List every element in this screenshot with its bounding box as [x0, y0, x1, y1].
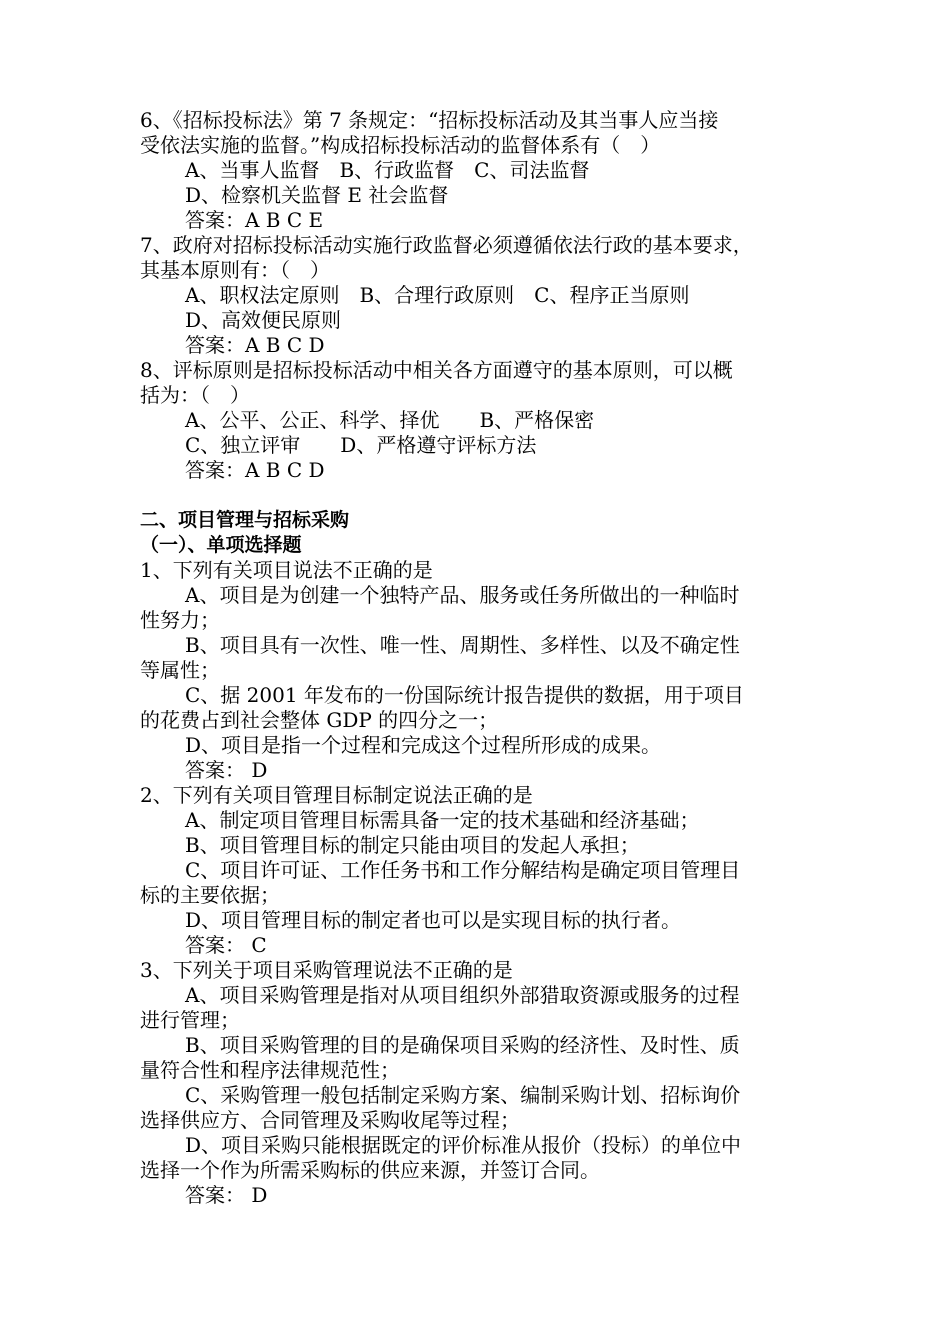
- question-3-option-d-line-2: 选择一个作为所需采购标的供应来源，并签订合同。: [140, 1158, 600, 1182]
- question-2-option-a: A、制定项目管理目标需具备一定的技术基础和经济基础；: [185, 808, 700, 832]
- question-3-option-a-line-1: A、项目采购管理是指对从项目组织外部猎取资源或服务的过程: [185, 983, 740, 1007]
- question-8-options-line-1: A、公平、公正、科学、择优 B、严格保密: [185, 408, 595, 432]
- question-2-answer: 答案： C: [185, 933, 267, 957]
- question-2-option-c-line-1: C、项目许可证、工作任务书和工作分解结构是确定项目管理目: [185, 858, 741, 882]
- question-1-option-d: D、项目是指一个过程和完成这个过程所形成的成果。: [185, 733, 662, 757]
- question-7-options-line-1: A、职权法定原则 B、合理行政原则 C、程序正当原则: [185, 283, 690, 307]
- question-7-options-line-2: D、高效便民原则: [185, 308, 342, 332]
- question-2-option-c-line-2: 标的主要依据；: [140, 883, 280, 907]
- question-2-stem: 2、下列有关项目管理目标制定说法正确的是: [140, 783, 533, 807]
- question-1-option-a-line-1: A、项目是为创建一个独特产品、服务或任务所做出的一种临时: [185, 583, 740, 607]
- question-6-options-line-2: D、检察机关监督 E 社会监督: [185, 183, 449, 207]
- question-6-stem-line-2: 受依法实施的监督。”构成招标投标活动的监督体系有（ ）: [140, 133, 661, 157]
- question-7-answer: 答案：A B C D: [185, 333, 325, 357]
- question-1-option-b-line-2: 等属性；: [140, 658, 220, 682]
- question-8-stem-line-2: 括为：（ ）: [140, 383, 250, 407]
- question-3-option-b-line-1: B、项目采购管理的目的是确保项目采购的经济性、及时性、质: [185, 1033, 740, 1057]
- question-3-option-d-line-1: D、项目采购只能根据既定的评价标准从报价（投标）的单位中: [185, 1133, 742, 1157]
- question-8-options-line-2: C、独立评审 D、严格遵守评标方法: [185, 433, 537, 457]
- question-2-option-d: D、项目管理目标的制定者也可以是实现目标的执行者。: [185, 908, 682, 932]
- question-8-answer: 答案：A B C D: [185, 458, 325, 482]
- question-1-option-a-line-2: 性努力；: [140, 608, 220, 632]
- section-subtitle: （一）、单项选择题: [140, 534, 302, 556]
- question-1-option-b-line-1: B、项目具有一次性、唯一性、周期性、多样性、以及不确定性: [185, 633, 740, 657]
- question-1-stem: 1、下列有关项目说法不正确的是: [140, 558, 433, 582]
- question-6-stem-line-1: 6、《招标投标法》第 7 条规定：“招标投标活动及其当事人应当接: [140, 108, 719, 132]
- question-3-option-c-line-1: C、采购管理一般包括制定采购方案、编制采购计划、招标询价: [185, 1083, 741, 1107]
- question-2-option-b: B、项目管理目标的制定只能由项目的发起人承担；: [185, 833, 640, 857]
- question-3-stem: 3、下列关于项目采购管理说法不正确的是: [140, 958, 513, 982]
- section-title: 二、项目管理与招标采购: [140, 509, 350, 531]
- question-3-option-a-line-2: 进行管理；: [140, 1008, 240, 1032]
- question-3-option-c-line-2: 选择供应方、合同管理及采购收尾等过程；: [140, 1108, 520, 1132]
- question-6-options-line-1: A、当事人监督 B、行政监督 C、司法监督: [185, 158, 590, 182]
- question-3-option-b-line-2: 量符合性和程序法律规范性；: [140, 1058, 400, 1082]
- question-3-answer: 答案： D: [185, 1183, 268, 1207]
- question-7-stem-line-2: 其基本原则有：（ ）: [140, 258, 330, 282]
- question-7-stem-line-1: 7、政府对招标投标活动实施行政监督必须遵循依法行政的基本要求，: [140, 233, 753, 257]
- question-8-stem-line-1: 8、评标原则是招标投标活动中相关各方面遵守的基本原则，可以概: [140, 358, 733, 382]
- question-1-option-c-line-1: C、据 2001 年发布的一份国际统计报告提供的数据，用于项目: [185, 683, 744, 707]
- question-1-option-c-line-2: 的花费占到社会整体 GDP 的四分之一；: [140, 708, 499, 732]
- question-1-answer: 答案： D: [185, 758, 268, 782]
- question-6-answer: 答案：A B C E: [185, 208, 324, 232]
